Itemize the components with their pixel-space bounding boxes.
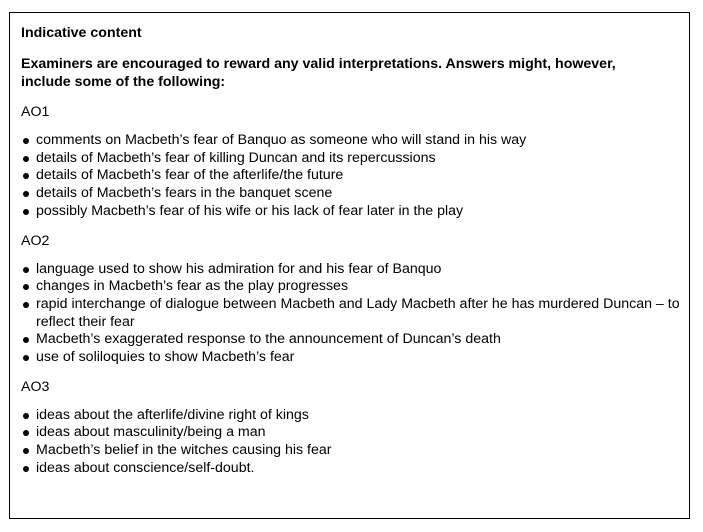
list-item: comments on Macbeth’s fear of Banquo as someone who will stand in his way: [21, 132, 686, 150]
section-label-ao1: AO1: [21, 104, 50, 120]
list-item: ideas about conscience/self-doubt.: [21, 460, 686, 478]
list-item: rapid interchange of dialogue between Macbeth and Lady Macbeth after he has murdered Duncan – to reflect their fear: [21, 296, 686, 331]
list-item: Macbeth’s belief in the witches causing his fear: [21, 442, 686, 460]
list-item: Macbeth’s exaggerated response to the announcement of Duncan’s death: [21, 331, 686, 349]
page-title: Indicative content: [21, 25, 142, 41]
indicative-content-box: [9, 12, 690, 519]
ao1-list: [21, 132, 689, 221]
section-label-ao3: AO3: [21, 378, 50, 395]
list-item: possibly Macbeth’s fear of his wife or his lack of fear later in the play: [21, 203, 686, 221]
list-item: details of Macbeth’s fear of the afterlife/the future: [21, 167, 686, 185]
list-item: details of Macbeth’s fears in the banquet scene: [21, 185, 686, 203]
intro-paragraph: Examiners are encouraged to reward any valid interpretations. Answers might, however, include some of the following:: [21, 56, 616, 90]
list-item: language used to show his admiration for and his fear of Banquo: [21, 261, 686, 279]
section-label-ao2: AO2: [21, 232, 50, 249]
list-item: ideas about the afterlife/divine right of kings: [21, 407, 686, 425]
list-item: use of soliloquies to show Macbeth’s fear: [21, 349, 686, 367]
ao2-list: [21, 261, 689, 367]
list-item: ideas about masculinity/being a man: [21, 424, 686, 442]
list-item: details of Macbeth’s fear of killing Duncan and its repercussions: [21, 150, 686, 168]
list-item: changes in Macbeth’s fear as the play progresses: [21, 278, 686, 296]
ao3-list: [21, 407, 689, 478]
